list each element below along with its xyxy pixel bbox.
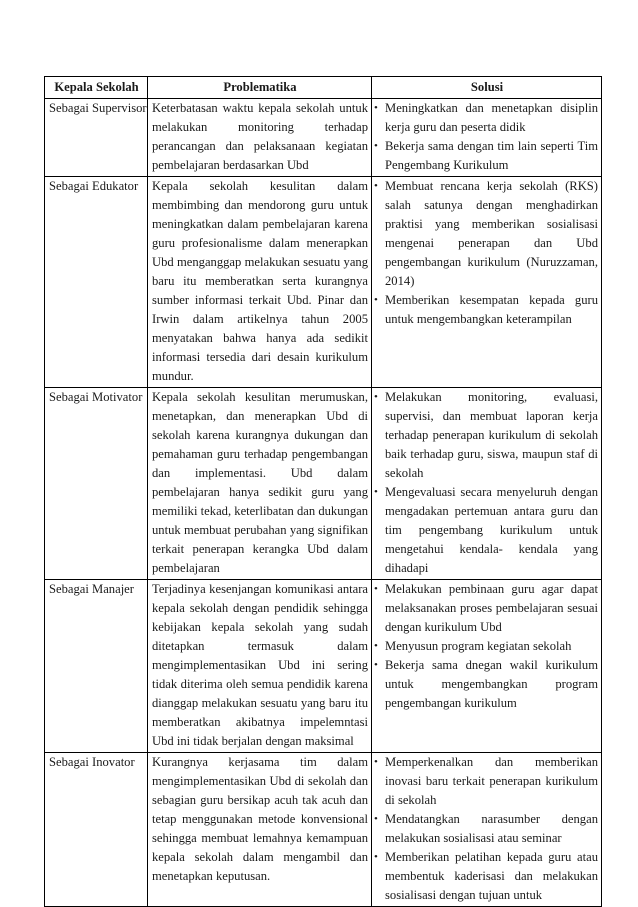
header-kepala-sekolah: Kepala Sekolah: [45, 77, 148, 99]
solution-text: Bekerja sama dnegan wakil kurikulum untuk mengembangkan program pengembangan kurikulum: [385, 658, 598, 710]
solution-text: Melakukan pembinaan guru agar dapat melaksanakan proses pembelajaran sesuai dengan kurikulum Ubd: [385, 582, 598, 634]
role-cell: Sebagai Inovator: [45, 753, 148, 907]
bullet-icon: •: [374, 756, 378, 768]
list-item: [376, 388, 598, 483]
list-item: [376, 656, 598, 713]
bullet-icon: •: [374, 583, 378, 595]
solution-cell: [372, 580, 602, 753]
bullet-icon: •: [374, 180, 378, 192]
header-problematika: Problematika: [148, 77, 372, 99]
list-item: [376, 99, 598, 137]
bullet-icon: •: [374, 102, 378, 114]
solution-text: Melakukan monitoring, evaluasi, supervisi, dan membuat laporan kerja terhadap penerapan kurikulum di sekolah baik terhadap guru, siswa, maupun staf di sekolah: [385, 390, 598, 480]
table-row: [45, 753, 602, 907]
bullet-icon: •: [374, 640, 378, 652]
role-cell: Sebagai Motivator: [45, 388, 148, 580]
list-item: [376, 483, 598, 578]
solution-cell: [372, 99, 602, 177]
list-item: [376, 177, 598, 291]
problem-cell: Keterbatasan waktu kepala sekolah untuk melakukan monitoring terhadap perancangan dan pelaksanaan kegiatan pembelajaran berdasarkan Ubd: [148, 99, 372, 177]
solution-text: Menyusun program kegiatan sekolah: [385, 639, 572, 653]
solution-text: Meningkatkan dan menetapkan disiplin kerja guru dan peserta didik: [385, 101, 598, 134]
bullet-icon: •: [374, 140, 378, 152]
table-header-row: [45, 77, 602, 99]
problem-solution-table: [44, 76, 602, 907]
bullet-icon: •: [374, 659, 378, 671]
list-item: [376, 810, 598, 848]
role-cell: Sebagai Edukator: [45, 177, 148, 388]
table-row: [45, 580, 602, 753]
table-row: [45, 388, 602, 580]
role-cell: Sebagai Supervisor: [45, 99, 148, 177]
solution-text: Memberikan kesempatan kepada guru untuk mengembangkan keterampilan: [385, 293, 598, 326]
bullet-icon: •: [374, 486, 378, 498]
solution-text: Membuat rencana kerja sekolah (RKS) salah satunya dengan menghadirkan praktisi yang memberikan sosialisasi mengenai penerapan dan Ubd pengembangan kurikulum (Nuruzzaman, 2014): [385, 179, 598, 288]
list-item: [376, 637, 598, 656]
table-row: [45, 99, 602, 177]
list-item: [376, 137, 598, 175]
problem-cell: Kurangnya kerjasama tim dalam mengimplementasikan Ubd di sekolah dan sebagian guru bersikap acuh tak acuh dan tetap menggunakan metode konvensional sehingga membuat lemahnya kemampuan kepala sekolah dalam mengambil dan menetapkan keputusan.: [148, 753, 372, 907]
solution-cell: [372, 753, 602, 907]
role-cell: Sebagai Manajer: [45, 580, 148, 753]
bullet-icon: •: [374, 294, 378, 306]
bullet-icon: •: [374, 813, 378, 825]
table-row: [45, 177, 602, 388]
solution-cell: [372, 177, 602, 388]
bullet-icon: •: [374, 851, 378, 863]
header-solusi: Solusi: [372, 77, 602, 99]
problem-cell: Kepala sekolah kesulitan dalam membimbing dan mendorong guru untuk meningkatkan dalam pembelajaran karena guru profesionalisme dalam menerapkan Ubd menganggap melakukan sesuatu yang baru itu memberatkan serta kurangnya sumber informasi terkait Ubd. Pinar dan Irwin dalam artikelnya tahun 2005 menyatakan bahwa hanya ada sedikit informasi tersedia dari desain kurikulum mundur.: [148, 177, 372, 388]
list-item: [376, 291, 598, 329]
problem-cell: Terjadinya kesenjangan komunikasi antara kepala sekolah dengan pendidik sehingga kebijakan kepala sekolah yang sudah ditetapkan termasuk dalam mengimplementasikan Ubd ini sering tidak diterima oleh semua pendidik karena dianggap melakukan sesuatu yang baru itu memberatkan akibatnya impelemntasi Ubd ini tidak berjalan dengan maksimal: [148, 580, 372, 753]
solution-text: Mengevaluasi secara menyeluruh dengan mengadakan pertemuan antara guru dan tim pengembang kurikulum untuk mengetahui kendala- kendala yang dihadapi: [385, 485, 598, 575]
problem-cell: Kepala sekolah kesulitan merumuskan, menetapkan, dan menerapkan Ubd di sekolah karena kurangnya dukungan dan pemahaman guru terhadap pengembangan dan implementasi. Ubd dalam pembelajaran hanya sedikit guru yang memiliki tekad, keterlibatan dan dukungan untuk membuat perubahan yang signifikan terkait penerapan kerangka Ubd dalam pembelajaran: [148, 388, 372, 580]
list-item: [376, 753, 598, 810]
solution-text: Bekerja sama dengan tim lain seperti Tim Pengembang Kurikulum: [385, 139, 598, 172]
solution-text: Memberikan pelatihan kepada guru atau membentuk kaderisasi dan melakukan sosialisasi dengan tujuan untuk: [385, 850, 598, 902]
bullet-icon: •: [374, 391, 378, 403]
list-item: [376, 580, 598, 637]
solution-cell: [372, 388, 602, 580]
solution-text: Mendatangkan narasumber dengan melakukan sosialisasi atau seminar: [385, 812, 598, 845]
list-item: [376, 848, 598, 905]
solution-text: Memperkenalkan dan memberikan inovasi baru terkait penerapan kurikulum di sekolah: [385, 755, 598, 807]
